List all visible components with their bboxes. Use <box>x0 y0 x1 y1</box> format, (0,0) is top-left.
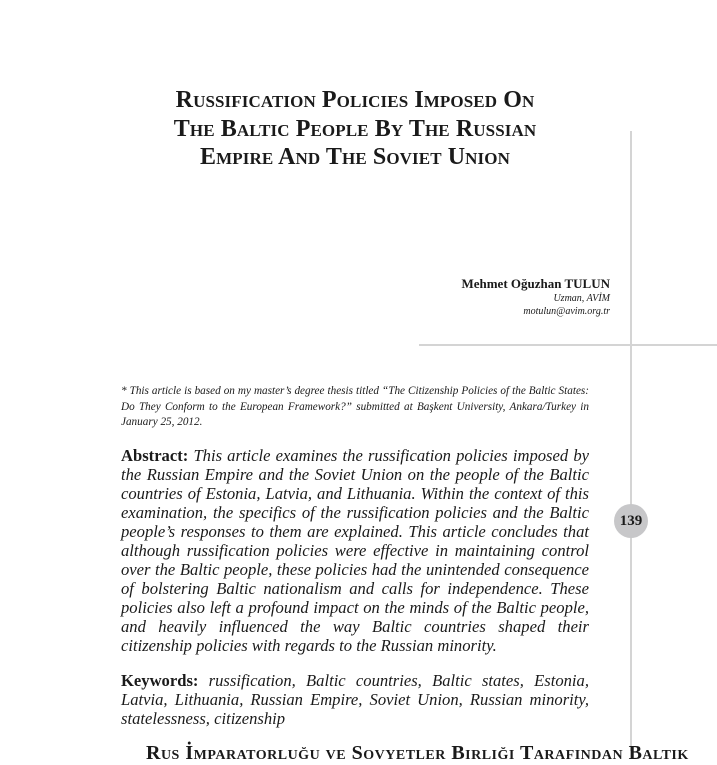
keywords-label: Keywords: <box>121 671 209 690</box>
keywords-text: russification, Baltic countries, Baltic states, Estonia, Latvia, Lithuania, Russian Empire, Soviet Union, Russian minority, statelessness, citizenship <box>121 671 589 728</box>
title-line-3: Empire And The Soviet Union <box>200 144 510 170</box>
title-line-2: The Baltic People By The Russian <box>173 115 537 142</box>
author-email[interactable]: motulun@avim.org.tr <box>523 306 610 317</box>
article-title <box>100 86 610 172</box>
keywords <box>121 671 589 728</box>
title-line-1: Russification Policies Imposed On <box>175 87 535 113</box>
vertical-rule <box>630 131 632 751</box>
page-number-badge <box>614 504 648 538</box>
page-number: 139 <box>619 512 643 529</box>
horizontal-rule <box>419 344 717 346</box>
abstract <box>121 446 589 655</box>
footnote: * This article is based on my master’s degree thesis titled “The Citizenship Policies of the Baltic States: Do They Conform to the European Framework?” submitted at Başkent University, Ankara/Turkey in January 25, 2012. <box>121 385 589 428</box>
abstract-text: This article examines the russification policies imposed by the Russian Empire and the Soviet Union on the people of the Baltic countries of Estonia, Latvia, and Lithuania. Within the context of this examination, the specifics of the russification policies and the Baltic people’s responses to them are explained. This article concludes that although russification policies were effective in maintaining control over the Baltic people, these policies had the unintended consequence of bolstering Baltic nationalism and calls for independence. These policies also left a profound impact on the minds of the Baltic people, and heavily influenced the way Baltic countries shaped their citizenship policies with regards to the Russian minority. <box>121 446 589 655</box>
abstract-label: Abstract: <box>121 446 194 465</box>
author-block <box>461 276 610 318</box>
author-affiliation: Uzman, AVİM <box>553 293 610 304</box>
translated-title-partial: Rus İmparatorluğu ve Sovyetler Birliği Tarafından Baltık <box>146 742 689 764</box>
author-name: Mehmet Oğuzhan TULUN <box>461 276 610 291</box>
